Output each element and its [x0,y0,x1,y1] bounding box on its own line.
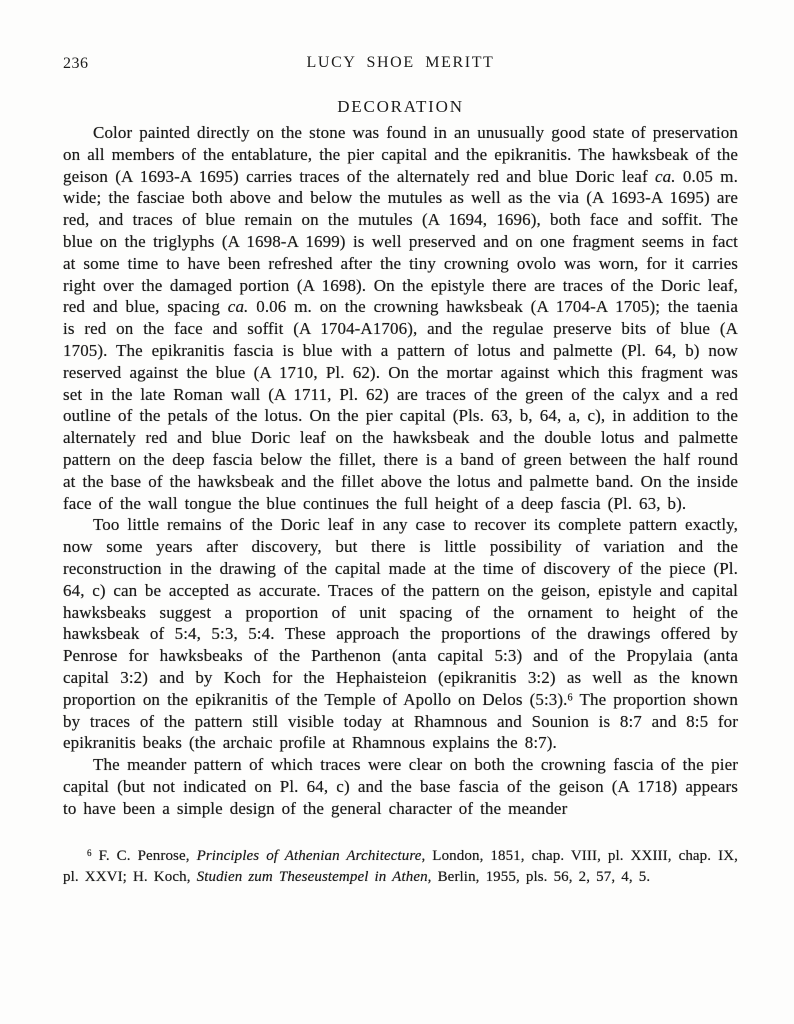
body-paragraph: Color painted directly on the stone was found in an unusually good state of preservation on all members of the entablature, the pier capital and the epikranitis. The hawksbeak of the geison (A 1693-A 1695) carries traces of the alternately red and blue Doric leaf ca. 0.05 m. wide; the fasciae both above and below the mutules as well as the via (A 1693-A 1695) are red, and traces of blue remain on the mutules (A 1694, 1696), both face and soffit. The blue on the triglyphs (A 1698-A 1699) is well preserved and on one fragment seems in fact at some time to have been refreshed after the tiny crowning ovolo was worn, for it carries right over the damaged portion (A 1698). On the epistyle there are traces of the Doric leaf, red and blue, spacing ca. 0.06 m. on the crowning hawksbeak (A 1704-A 1705); the taenia is red on the face and soffit (A 1704-A1706), and the regulae preserve bits of blue (A 1705). The epikranitis fascia is blue with a pattern of lotus and palmette (Pl. 64, b) now reserved against the blue (A 1710, Pl. 62). On the mortar against which this fragment was set in the late Roman wall (A 1711, Pl. 62) are traces of the green of the calyx and a red outline of the petals of the lotus. On the pier capital (Pls. 63, b, 64, a, c), in addition to the alternately red and blue Doric leaf on the hawksbeak and the double lotus and palmette pattern on the deep fascia below the fillet, there is a band of green between the half round at the base of the hawksbeak and the fillet above the lotus and palmette band. On the inside face of the wall tongue the blue continues the full height of a deep fascia (Pl. 63, b). [63,123,738,513]
running-head: LUCY SHOE MERITT [306,54,495,71]
article-body [63,122,738,888]
page-number: 236 [63,55,89,72]
body-paragraph: The meander pattern of which traces were clear on both the crowning fascia of the pier capital (but not indicated on Pl. 64, c) and the base fascia of the geison (A 1718) appears to have been a simple design of the general character of the meander [63,755,738,818]
section-title: DECORATION [337,97,464,116]
footnote: $^6$ F. C. Penrose, Principles of Athenian Architecture, London, 1851, chap. VIII, pl. XXIII, chap. IX, pl. XXVI; H. Koch, Studien zum Theseustempel in Athen, Berlin, 1955, pls. 56, 2, 57, 4, 5. [63,847,738,885]
page-header [63,55,738,75]
body-paragraph: Too little remains of the Doric leaf in any case to recover its complete pattern exactly, now some years after discovery, but there is little possibility of variation and the reconstruction in the drawing of the capital made at the time of discovery of the piece (Pl. 64, c) can be accepted as accurate. Traces of the pattern on the geison, epistyle and capital hawksbeaks suggest a proportion of unit spacing of the ornament to height of the hawksbeak of 5:4, 5:3, 5:4. These approach the proportions of the drawings offered by Penrose for hawksbeaks of the Parthenon (anta capital 5:3) and of the Propylaia (anta capital 3:2) and by Koch for the Hephaisteion (epikranitis 3:2) as well as the known proportion on the epikranitis of the Temple of Apollo on Delos (5:3).$^6$ The proportion shown by traces of the pattern still visible today at Rhamnous and Sounion is 8:7 and 8:5 for epikranitis beaks (the archaic profile at Rhamnous explains the 8:7). [63,515,738,753]
